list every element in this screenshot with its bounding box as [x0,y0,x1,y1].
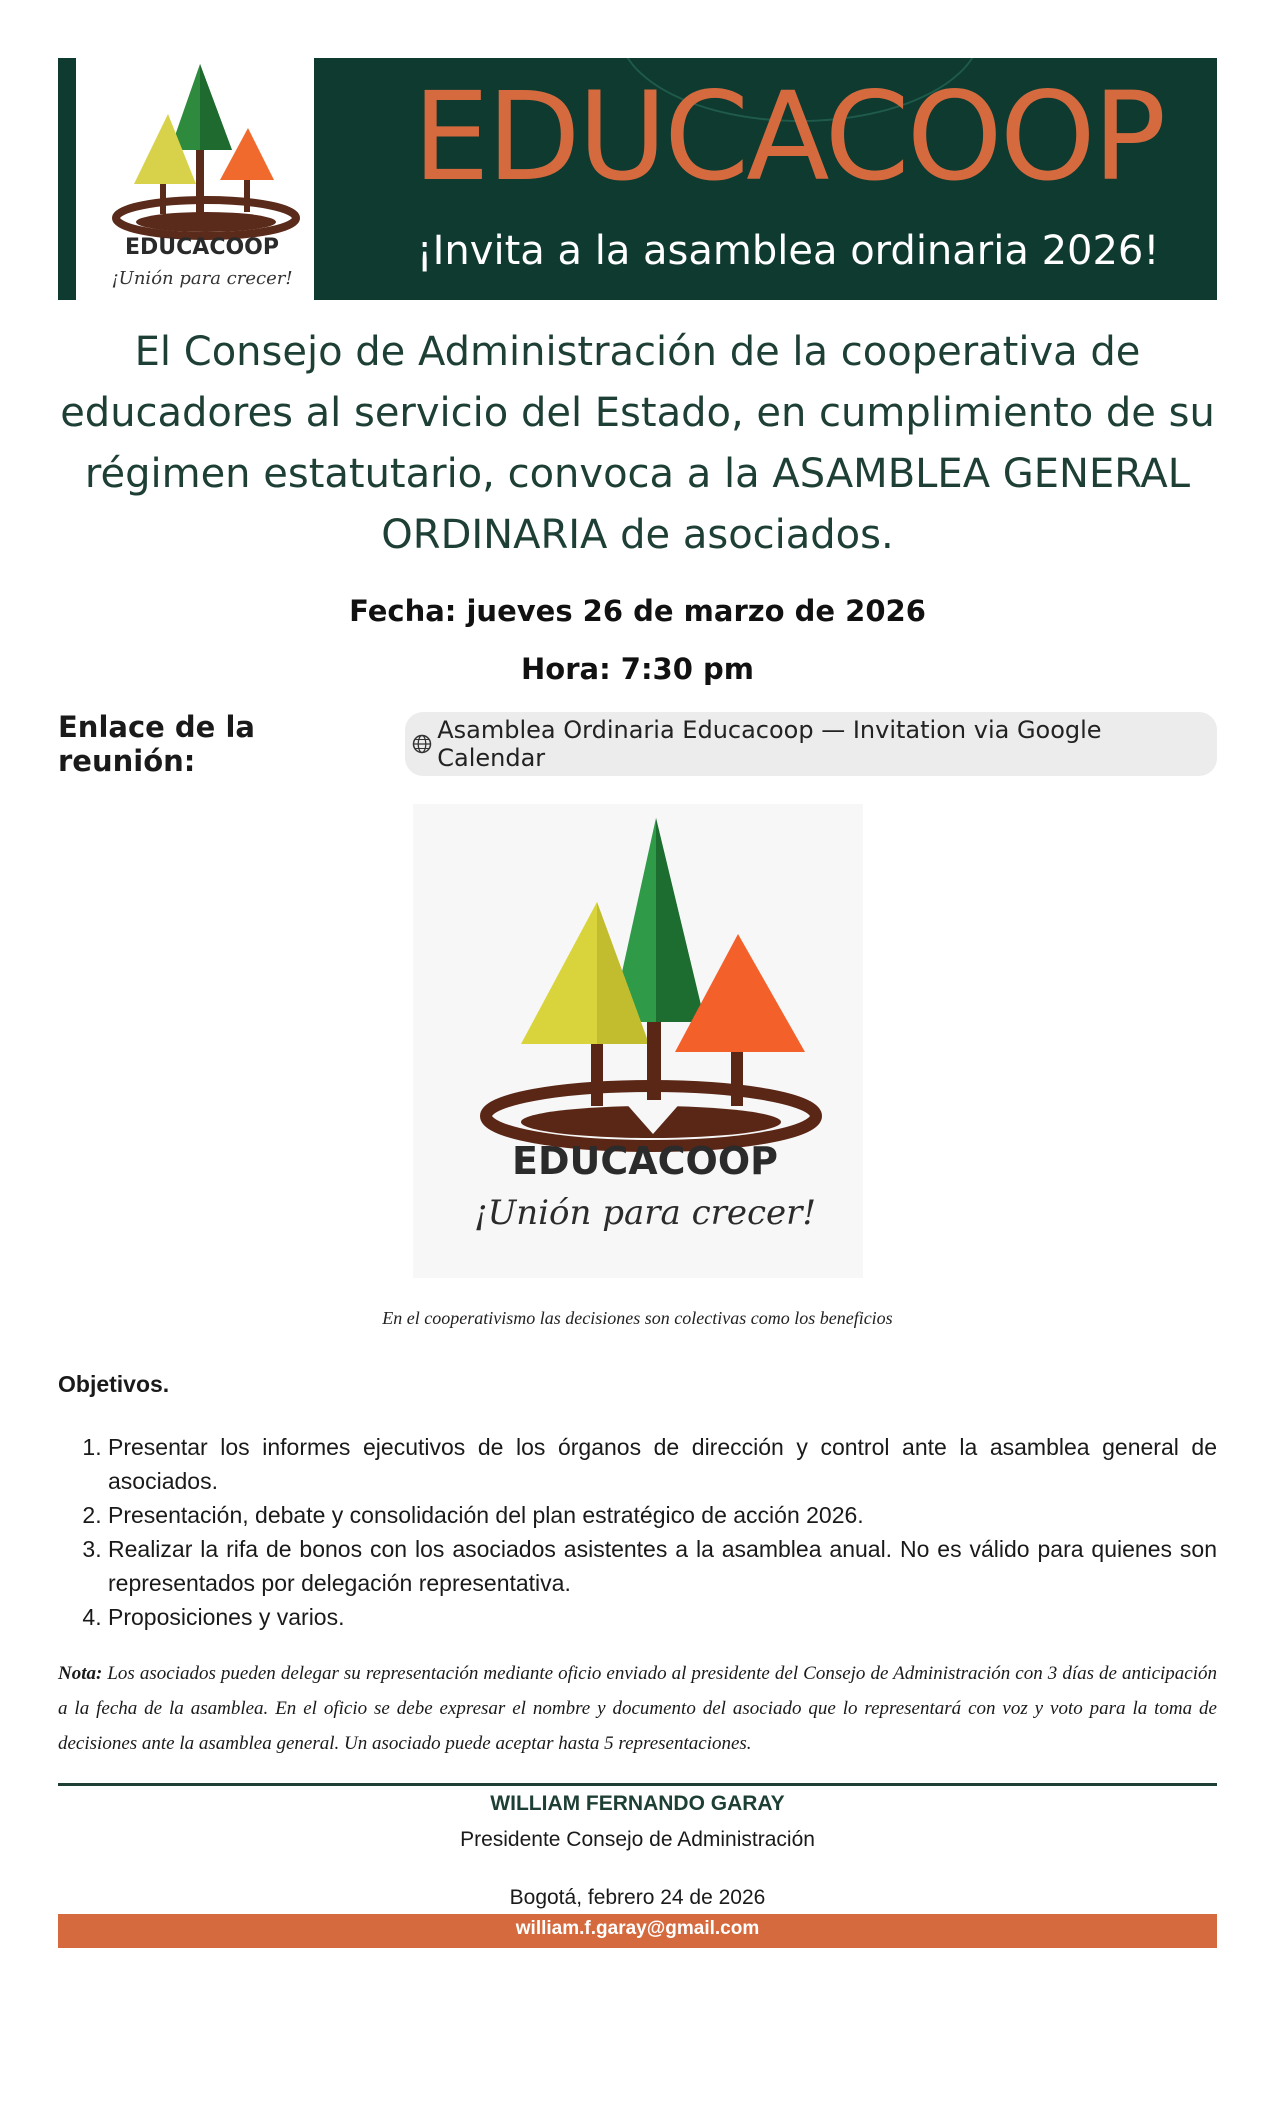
note-paragraph [58,1656,1217,1761]
list-item: 3. Realizar la rifa de bonos con los asociados asistentes a la asamblea anual. No es válido para quienes son representados por delegación representativa. [108,1532,1217,1600]
meeting-link-label: Enlace de la reunión: [58,710,255,778]
meeting-time: Hora: 7:30 pm [521,652,754,686]
header-banner [58,58,1217,300]
center-logo-wordmark: EDUCACOOP [511,1139,778,1183]
email-link[interactable]: william.f.garay@gmail.com [515,1918,760,1939]
meeting-date: Fecha: jueves 26 de marzo de 2026 [349,594,926,628]
divider [58,1783,1217,1786]
objectives-title: Objetivos. [58,1371,170,1397]
list-item: 2. Presentación, debate y consolidación del plan estratégico de acción 2026. [108,1498,1217,1532]
logo-caption: En el cooperativismo las decisiones son colectivas como los beneficios [382,1308,893,1328]
educacoop-large-logo-graphic [413,804,863,1278]
intro-paragraph: El Consejo de Administración de la cooperativa de educadores al servicio del Estado, en cumplimiento de su régimen estatutario, convoca a la ASAMBLEA GENERAL ORDINARIA de asociados. [60,329,1215,558]
center-logo [413,804,863,1278]
note-text: Los asociados pueden delegar su representación mediante oficio enviado al presidente del Consejo de Administración con 3 días de anticipación a la fecha de la asamblea. En el oficio se debe expresar el nombre y documento del asociado que lo representará con voz y voto para la toma de decisiones ante la asamblea general. Un asociado puede aceptar hasta 5 representaciones. [58,1663,1217,1754]
center-logo-slogan: ¡Unión para crecer! [473,1193,816,1233]
list-item: 1. Presentar los informes ejecutivos de los órganos de dirección y control ante la asamblea general de asociados. [108,1430,1217,1498]
list-item: 4. Proposiciones y varios. [108,1600,1217,1634]
meeting-link-chip[interactable] [405,712,1217,776]
document-page [58,58,1217,1948]
banner-title: EDUCACOOP [412,66,1164,208]
banner-logo-slogan: ¡Unión para crecer! [111,268,293,289]
note-label: Nota: [58,1663,103,1684]
signer-role: Presidente Consejo de Administración [460,1828,815,1851]
meeting-link-row [58,710,1217,778]
signer-name: WILLIAM FERNANDO GARAY [490,1792,785,1815]
banner-logo-wordmark: EDUCACOOP [125,235,279,260]
globe-icon [411,733,433,755]
signature-date: Bogotá, febrero 24 de 2026 [509,1886,766,1909]
banner-subtitle: ¡Invita a la asamblea ordinaria 2026! [416,228,1160,274]
objectives-list [58,1430,1217,1634]
educacoop-logo-graphic [76,58,314,300]
meeting-link-text: Asamblea Ordinaria Educacoop — Invitation via Google Calendar [437,716,1102,772]
banner-logo [76,58,314,300]
email-bar [58,1914,1217,1948]
